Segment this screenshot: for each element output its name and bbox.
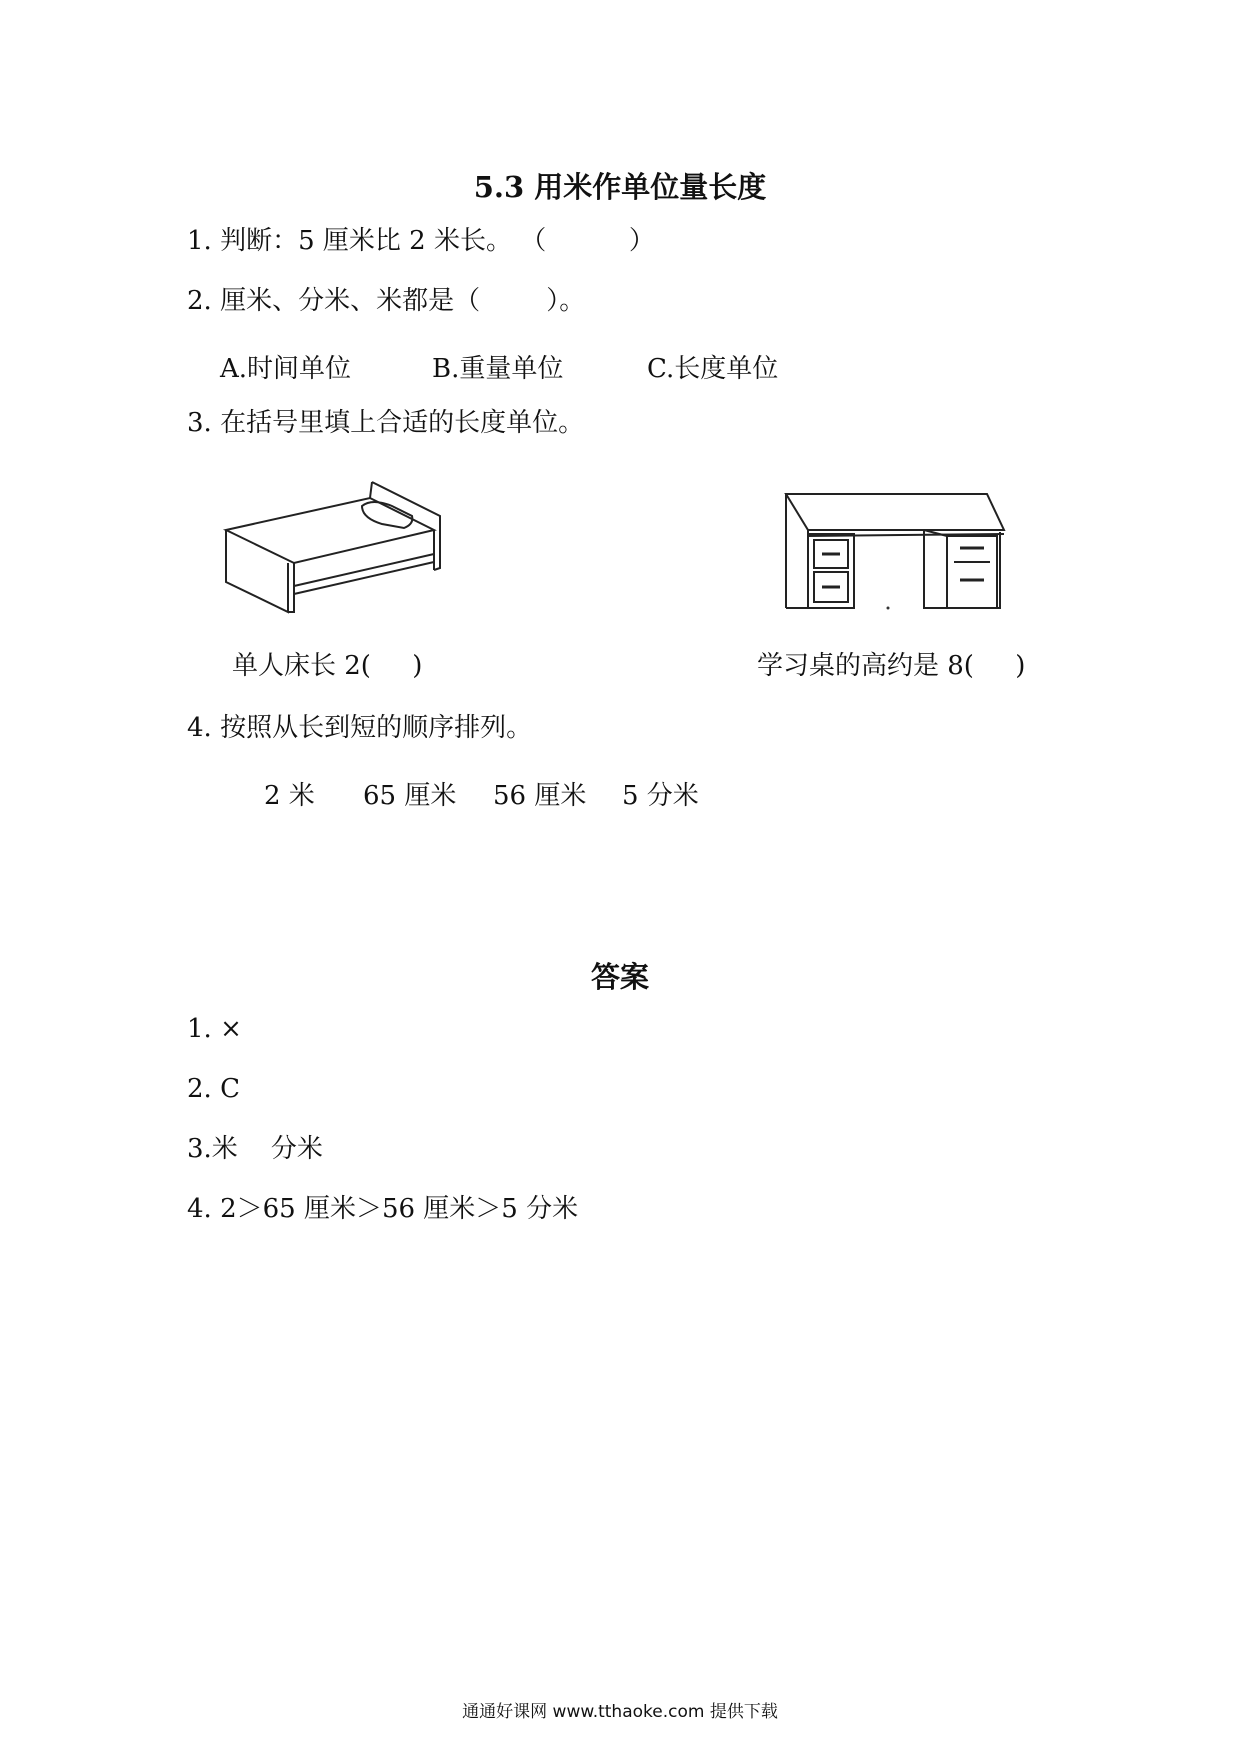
answer-3: 3.米 分米 — [187, 1134, 323, 1164]
option-c: C.长度单位 — [647, 354, 779, 384]
question-4: 4. 按照从长到短的顺序排列。 — [187, 713, 533, 743]
answer-4: 4. 2＞65 厘米＞56 厘米＞5 分米 — [187, 1194, 579, 1224]
answer-2: 2. C — [187, 1074, 240, 1104]
desk-caption: 学习桌的高约是 8( ) — [757, 651, 1026, 681]
bed-icon — [222, 478, 442, 618]
question-1: 1. 判断：5 厘米比 2 米长。 （ ） — [187, 226, 655, 256]
order-item: 5 分米 — [622, 781, 699, 811]
question-3: 3. 在括号里填上合适的长度单位。 — [187, 408, 585, 438]
page-title: 5.3 用米作单位量长度 — [473, 170, 767, 204]
bed-caption: 单人床长 2( ) — [232, 651, 423, 681]
question-2: 2. 厘米、分米、米都是（ ）。 — [187, 286, 586, 316]
footer-credit: 通通好课网 www.tthaoke.com 提供下载 — [462, 1702, 778, 1722]
answer-1: 1. × — [187, 1014, 242, 1044]
option-b: B.重量单位 — [432, 354, 564, 384]
order-item: 56 厘米 — [493, 781, 587, 811]
answers-heading: 答案 — [590, 960, 649, 994]
order-item: 2 米 — [264, 781, 315, 811]
order-item: 65 厘米 — [363, 781, 457, 811]
option-a: A.时间单位 — [220, 354, 352, 384]
desk-icon — [782, 490, 1007, 620]
